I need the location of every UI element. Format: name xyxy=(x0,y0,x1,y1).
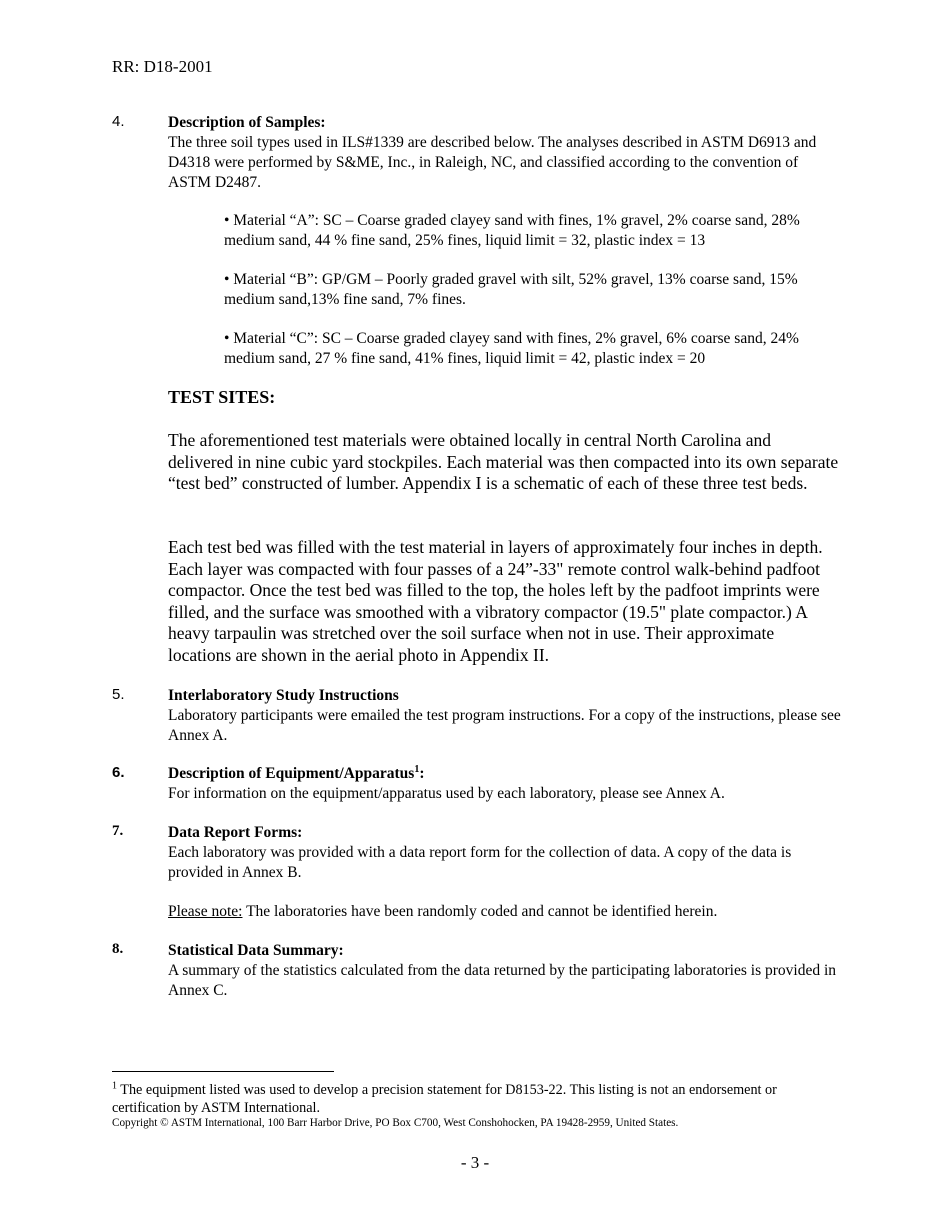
section-body: The three soil types used in ILS#1339 are described below. The analyses described in ASTM D6913 and D4318 were performed by S&ME, Inc., in Raleigh, NC, and classified according to the convention of ASTM D2487. xyxy=(168,134,817,191)
section-body: Laboratory participants were emailed the test program instructions. For a copy of the instructions, please see Annex A. xyxy=(168,707,841,744)
section-title: Description of Samples: xyxy=(168,114,326,131)
material-a-item: • Material “A”: SC – Coarse graded clayey sand with fines, 1% gravel, 2% coarse sand, 28% medium sand, 44 % fine sand, 25% fines, liquid limit = 32, plastic index = 13 xyxy=(224,212,800,249)
section-number: 8. xyxy=(112,941,124,957)
section-body: Each laboratory was provided with a data report form for the collection of data. A copy of the data is provided in Annex B. xyxy=(168,844,792,881)
note-line xyxy=(168,902,842,922)
section-4 xyxy=(112,113,842,193)
material-c-item: • Material “C”: SC – Coarse graded clayey sand with fines, 2% gravel, 6% coarse sand, 24% medium sand, 27 % fine sand, 41% fines, liquid limit = 42, plastic index = 20 xyxy=(224,330,799,367)
section-number: 7. xyxy=(112,823,124,839)
page-number: - 3 - xyxy=(460,1153,490,1172)
section-7 xyxy=(112,823,842,922)
test-sites-paragraph-2: Each test bed was filled with the test material in layers of approximately four inches in depth. Each layer was compacted with four passes of a 24”-33" remote control walk-behind padfoot compactor. Once the test bed was filled to the top, the holes left by the padfoot imprints were filled, and the surface was smoothed with a vibratory compactor (19.5" plate compactor.) A heavy tarpaulin was stretched over the soil surface when not in use. Their approximate locations are shown in the aerial photo in Appendix II. xyxy=(168,537,823,665)
material-b-item: • Material “B”: GP/GM – Poorly graded gravel with silt, 52% gravel, 13% coarse sand, 15% medium sand,13% fine sand, 7% fines. xyxy=(224,271,798,308)
section-8 xyxy=(112,941,842,1001)
section-number: 5. xyxy=(112,686,125,703)
section-body: For information on the equipment/apparatus used by each laboratory, please see Annex A. xyxy=(168,785,725,802)
section-title-colon: : xyxy=(419,765,425,782)
section-number: 6. xyxy=(112,764,125,781)
footnote xyxy=(112,1081,842,1117)
section-number: 4. xyxy=(112,113,125,130)
section-6 xyxy=(112,764,842,804)
footnote-reference: 1 xyxy=(414,763,420,775)
document-reference: RR: D18-2001 xyxy=(112,57,213,76)
copyright-notice: Copyright © ASTM International, 100 Barr Harbor Drive, PO Box C700, West Conshohocken, PA 19428-2959, United States. xyxy=(112,1117,679,1129)
footnote-marker: 1 xyxy=(112,1080,117,1092)
section-5 xyxy=(112,686,842,746)
test-sites-heading: TEST SITES: xyxy=(168,387,276,407)
test-sites-paragraph-1: The aforementioned test materials were obtained locally in central North Carolina and delivered in nine cubic yard stockpiles. Each material was then compacted into its own separate “test bed” constructed of lumber. Appendix I is a schematic of each of these three test beds. xyxy=(168,430,839,494)
section-title: Statistical Data Summary: xyxy=(168,942,344,959)
footnote-text: The equipment listed was used to develop a precision statement for D8153-22. This listing is not an endorsement or certification by ASTM International. xyxy=(112,1082,777,1116)
section-body: A summary of the statistics calculated from the data returned by the participating laboratories is provided in Annex C. xyxy=(168,962,837,999)
section-title: Data Report Forms: xyxy=(168,824,303,841)
section-title xyxy=(168,764,842,784)
footnote-separator xyxy=(112,1071,334,1072)
note-label: Please note: xyxy=(168,903,243,920)
section-title-text: Description of Equipment/Apparatus xyxy=(168,765,415,782)
section-title: Interlaboratory Study Instructions xyxy=(168,687,399,704)
note-text: The laboratories have been randomly coded and cannot be identified herein. xyxy=(242,903,718,920)
